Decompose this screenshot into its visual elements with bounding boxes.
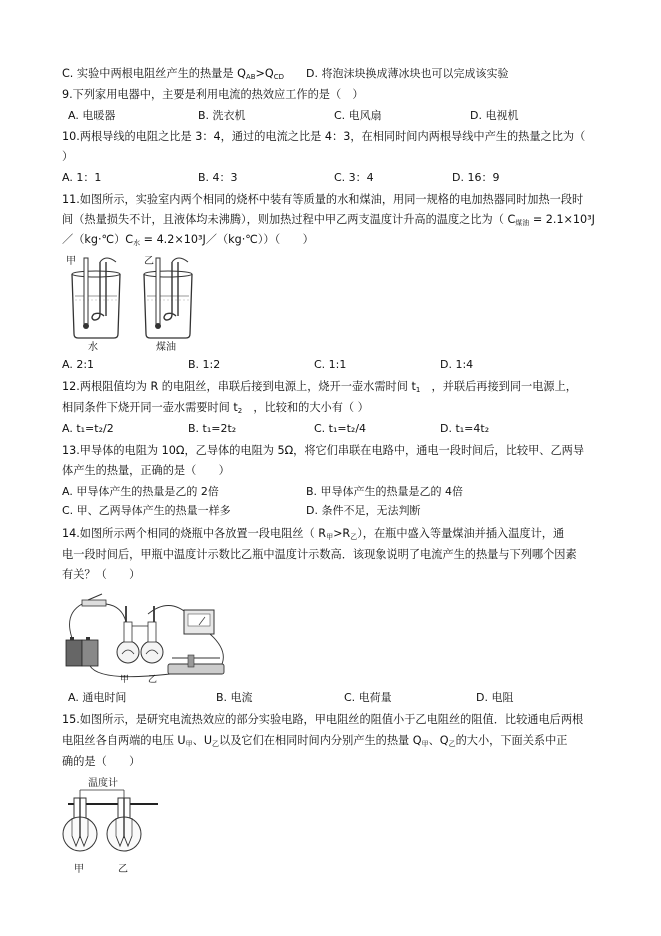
q14-option-a: A. 通电时间 [68, 691, 127, 704]
q15-stem-line2: 电阻丝各自两端的电压 $U_甲$、$U_乙$以及它们在相同时间内分别产生的热量 $Q_甲$、$Q_乙$的大小，下面关系中正 [62, 734, 568, 748]
q10-stem-line2: ） [62, 150, 74, 163]
q14-label-jia: 甲 [120, 675, 130, 684]
q10-stem-line1: 10.两根导线的电阻之比是 3：4，通过的电流之比是 4：3，在相同时间内两根导线中产生的热量之比为（ [62, 130, 586, 143]
q11-option-d: D. 1:4 [440, 358, 474, 371]
q12-stem-line2: 相同条件下烧开同一壶水需要时间 $t_2$ ，比较和的大小有（ ） [62, 401, 369, 415]
q14-option-d: D. 电阻 [476, 691, 514, 704]
q14-circuit-figure [60, 592, 236, 684]
q9-stem: 9.下列家用电器中，主要是利用电流的热效应工作的是（ ） [62, 88, 364, 101]
q13-stem-line1: 13.甲导体的电阻为 10Ω，乙导体的电阻为 5Ω，将它们串联在电路中，通电一段时间后，比较甲、乙两导 [62, 444, 585, 457]
q11-label-jia: 甲 [66, 256, 76, 267]
q13-option-c: C. 甲、乙两导体产生的热量一样多 [62, 504, 231, 517]
q14-option-b: B. 电流 [216, 691, 253, 704]
q11-option-c: C. 1:1 [314, 358, 347, 371]
q9-option-c: C. 电风扇 [334, 109, 382, 122]
q11-option-b: B. 1:2 [188, 358, 221, 371]
q10-option-a: A. 1：1 [62, 171, 102, 184]
q13-option-d: D. 条件不足，无法判断 [306, 504, 421, 517]
q8-option-d: D. 将泡沫块换成薄冰块也可以完成该实验 [306, 67, 509, 80]
q11-beakers-figure [60, 254, 210, 352]
q11-option-a: A. 2:1 [62, 358, 95, 371]
q14-label-yi: 乙 [148, 675, 158, 684]
q15-stem-line3: 确的是（ ） [62, 755, 141, 768]
q12-option-b: B. t₁=2t₂ [188, 422, 237, 435]
q15-flasks-figure [58, 776, 168, 876]
q14-stem-line2: 电一段时间后，甲瓶中温度计示数比乙瓶中温度计示数高．该现象说明了电流产生的热量与下列哪个因素 [62, 548, 577, 561]
q9-option-a: A. 电暖器 [68, 109, 116, 122]
q15-label-thermometer: 温度计 [88, 778, 118, 789]
q11-label-yi: 乙 [144, 256, 154, 267]
q14-option-c: C. 电荷量 [344, 691, 392, 704]
q11-caption-water: 水 [88, 342, 98, 352]
q9-option-b: B. 洗衣机 [198, 109, 246, 122]
q15-stem-line1: 15.如图所示，是研究电流热效应的部分实验电路，甲电阻丝的阻值小于乙电阻丝的阻值．比较通电后两根 [62, 713, 584, 726]
q11-caption-kerosene: 煤油 [156, 342, 176, 352]
q14-stem-line1: 14.如图所示两个相同的烧瓶中各放置一段电阻丝（ $R_甲>R_乙$），在瓶中盛入等量煤油并插入温度计，通 [62, 527, 565, 541]
q12-option-d: D. t₁=4t₂ [440, 422, 490, 435]
q13-option-b: B. 甲导体产生的热量是乙的 4倍 [306, 485, 464, 498]
q12-option-c: C. t₁=t₂/4 [314, 422, 367, 435]
q10-option-b: B. 4：3 [198, 171, 238, 184]
q11-stem-line1: 11.如图所示，实验室内两个相同的烧杯中装有等质量的水和煤油，用同一规格的电加热器同时加热一段时 [62, 193, 584, 206]
q9-option-d: D. 电视机 [470, 109, 519, 122]
q11-stem-line3: $/(kg\cdot℃)C_水$ = 4.2×10³J／（kg·℃））（ ） [62, 233, 314, 247]
q14-stem-line3: 有关？（ ） [62, 568, 141, 581]
q11-stem-line2: 间（热量损失不计，且液体均未沸腾），则加热过程中甲乙两支温度计升高的温度之比为（ $C_{煤油} = 2.1\times 10^3J$ [62, 213, 595, 227]
q15-label-jia: 甲 [74, 864, 84, 875]
q13-option-a: A. 甲导体产生的热量是乙的 2倍 [62, 485, 219, 498]
q10-option-d: D. 16：9 [452, 171, 500, 184]
q8-option-c: C. 实验中两根电阻丝产生的热量是 $Q_{AB}>Q_{CD}$ [62, 67, 284, 81]
q10-option-c: C. 3：4 [334, 171, 374, 184]
q13-stem-line2: 体产生的热量，正确的是（ ） [62, 464, 230, 477]
q12-option-a: A. t₁=t₂/2 [62, 422, 114, 435]
q12-stem-line1: 12.两根阻值均为 R 的电阻丝，串联后接到电源上，烧开一壶水需时间 $t_1$ ，并联后再接到同一电源上， [62, 380, 577, 394]
q15-label-yi: 乙 [118, 864, 128, 875]
